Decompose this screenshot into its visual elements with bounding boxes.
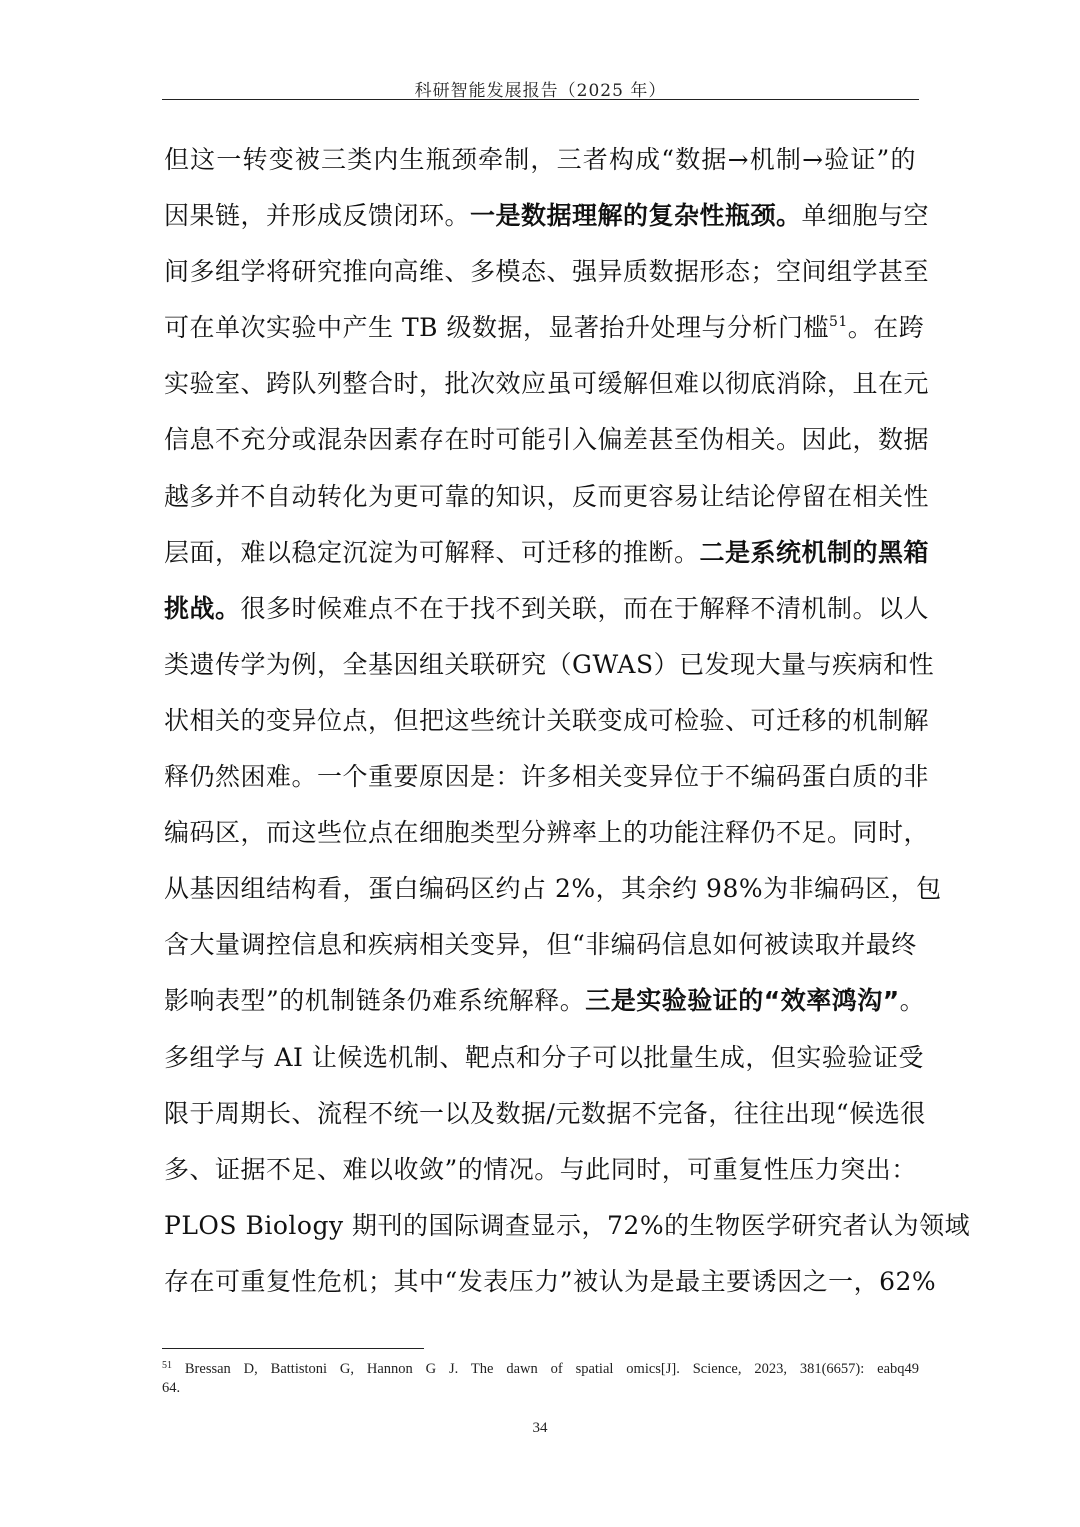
bold-text: 二是系统机制的黑箱 <box>699 537 930 567</box>
text-run: 信息不充分或混杂因素存在时可能引入偏差甚至伪相关。因此，数据 <box>164 425 930 455</box>
text-run: 类遗传学为例，全基因组关联研究（GWAS）已发现大量与疾病和性 <box>164 649 935 679</box>
bold-text: 挑战。 <box>164 593 241 623</box>
footnote-line-1 <box>162 1360 919 1379</box>
body-line <box>164 1038 924 1094</box>
body-line <box>164 981 926 1037</box>
running-head: 科研智能发展报告（2025 年） <box>414 81 667 101</box>
text-run: 可在单次实验中产生 TB 级数据，显著抬升处理与分析门槛 <box>164 313 829 343</box>
body-line <box>164 645 935 701</box>
text-run: 限于周期长、流程不统一以及数据/元数据不完备，往往出现“候选很 <box>164 1098 926 1128</box>
text-run: 因果链，并形成反馈闭环。 <box>164 201 471 231</box>
footnote-line-2: 64. <box>162 1380 181 1396</box>
text-run: 。 <box>899 986 926 1016</box>
text-run: 从基因组结构看，蛋白编码区约占 2%，其余约 98%为非编码区，包 <box>164 874 942 904</box>
body-line <box>164 533 930 589</box>
body-line <box>164 1150 916 1206</box>
body-line <box>164 477 930 533</box>
text-run: 越多并不自动转化为更可靠的知识，反而更容易让结论停留在相关性 <box>164 481 930 511</box>
footnote-ref: 51 <box>828 314 848 331</box>
text-run: 含大量调控信息和疾病相关变异，但“非编码信息如何被读取并最终 <box>164 930 917 960</box>
body-line <box>164 925 916 981</box>
body-line <box>164 196 930 252</box>
text-run: 层面，难以稳定沉淀为可解释、可迁移的推断。 <box>164 537 700 567</box>
text-run: 存在可重复性危机；其中“发表压力”被认为是最主要诱因之一，62% <box>164 1266 937 1296</box>
body-line <box>164 813 930 869</box>
text-run: 多组学与 AI 让候选机制、靶点和分子可以批量生成，但实验验证受 <box>164 1042 924 1072</box>
text-run: 单细胞与空 <box>801 201 930 231</box>
body-line <box>164 420 930 476</box>
body-line <box>164 140 916 196</box>
text-run: 但这一转变被三类内生瓶颈牵制，三者构成“数据→机制→验证”的 <box>164 145 916 174</box>
header-rule <box>162 99 919 100</box>
text-run: 编码区，而这些位点在细胞类型分辨率上的功能注释仍不足。同时， <box>164 818 930 848</box>
text-run: 影响表型”的机制链条仍难系统解释。 <box>164 986 586 1016</box>
footnote-text-1: Bressan D, Battistoni G, Hannon G J. The dawn of spatial omics[J]. Science, 2023, 381(6657): eabq49 <box>184 1361 920 1377</box>
text-run: PLOS Biology 期刊的国际调查显示，72%的生物医学研究者认为领域 <box>164 1210 971 1240</box>
text-run: 状相关的变异位点，但把这些统计关联变成可检验、可迁移的机制解 <box>164 705 930 735</box>
body-line <box>164 1206 971 1262</box>
body-line <box>164 1262 937 1318</box>
body-line <box>164 252 930 308</box>
text-run: 释仍然困难。一个重要原因是：许多相关变异位于不编码蛋白质的非 <box>164 762 930 792</box>
text-run: 多、证据不足、难以收敛”的情况。与此同时，可重复性压力突出： <box>164 1154 917 1184</box>
body-line <box>164 364 930 420</box>
body-line <box>164 589 930 645</box>
text-run: 间多组学将研究推向高维、多模态、强异质数据形态；空间组学甚至 <box>164 257 930 287</box>
body-line <box>164 869 942 925</box>
page-number: 34 <box>532 1420 548 1436</box>
footnote-number: 51 <box>162 1360 172 1371</box>
text-run: 。在跨 <box>847 313 925 343</box>
body-line <box>164 1094 926 1150</box>
body-line <box>164 757 930 813</box>
body-line <box>164 308 925 364</box>
text-run: 实验室、跨队列整合时，批次效应虽可缓解但难以彻底消除，且在元 <box>164 369 930 399</box>
body-text <box>164 140 971 1318</box>
footnote-rule <box>162 1348 424 1349</box>
footnote <box>162 1360 919 1398</box>
bold-text: 三是实验验证的“效率鸿沟” <box>585 986 900 1016</box>
text-run: 很多时候难点不在于找不到关联，而在于解释不清机制。以人 <box>240 593 930 623</box>
body-line <box>164 701 930 757</box>
bold-text: 一是数据理解的复杂性瓶颈。 <box>470 201 802 231</box>
